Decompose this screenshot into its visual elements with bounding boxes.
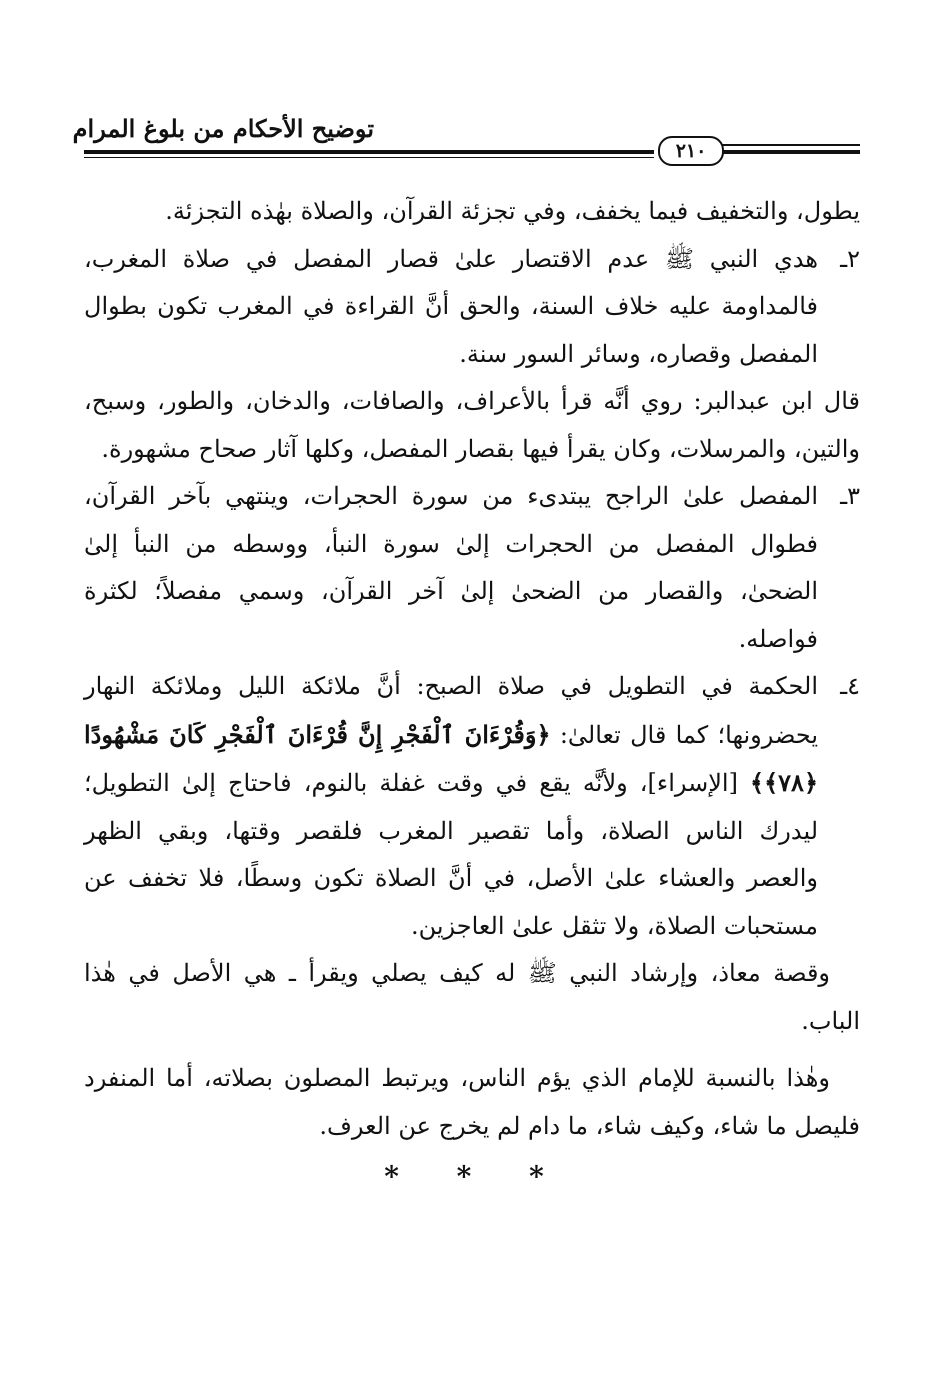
- header-rule-thick: [84, 150, 654, 154]
- header-rule-right-thick: [720, 150, 860, 154]
- page-number: ٢١٠: [658, 136, 724, 166]
- quran-verse: ﴿وَقُرْءَانَ ٱلْفَجْرِ إِنَّ قُرْءَانَ ٱلْفَجْرِ كَانَ مَشْهُودًا ﴿٧٨﴾﴾: [84, 719, 818, 797]
- item-number: ٢ـ: [840, 244, 860, 273]
- header-rule-right-thin: [720, 144, 860, 146]
- item-text: [84, 663, 818, 950]
- item-text: المفصل علىٰ الراجح يبتدىء من سورة الحجرات، وينتهي بآخر القرآن، فطوال المفصل من الحجرات إلىٰ سورة النبأ، ووسطه من النبأ إلىٰ الضحىٰ، والقصار من الضحىٰ إلىٰ آخر القرآن، وسمي مفصلاً؛ لكثرة فواصله.: [84, 482, 818, 653]
- book-title: توضيح الأحكام من بلوغ المرام: [72, 114, 374, 143]
- page-header: [72, 108, 860, 168]
- ibn-abdulbarr-paragraph: قال ابن عبدالبر: روي أنَّه قرأ بالأعراف، والصافات، والدخان، والطور، وسبح، والتين، والمرسلات، وكان يقرأ فيها بقصار المفصل، وكلها آثار صحاح مشهورة.: [84, 387, 860, 463]
- list-item-3: [84, 473, 860, 663]
- list-item-4: [84, 663, 860, 950]
- item-text: هدي النبي ﷺ عدم الاقتصار علىٰ قصار المفصل في صلاة المغرب، فالمداومة عليه خلاف السنة، والحق أنَّ القراءة في المغرب تكون بطوال المفصل وقصاره، وسائر السور سنة.: [84, 244, 818, 368]
- intro-paragraph: يطول، والتخفيف فيما يخفف، وفي تجزئة القرآن، والصلاة بهٰذه التجزئة.: [165, 197, 860, 225]
- item-number: ٣ـ: [840, 482, 860, 510]
- page-body: [84, 188, 860, 1150]
- muadh-paragraph: وقصة معاذ، وإرشاد النبي ﷺ له كيف يصلي ويقرأ ـ هي الأصل في هٰذا الباب.: [84, 959, 860, 1035]
- section-separator: * * *: [384, 1160, 568, 1193]
- item-text-part-b: [الإسراء]، ولأنَّه يقع في وقت غفلة بالنوم، فاحتاج إلىٰ التطويل؛ ليدرك الناس الصلاة، وأما تقصير المغرب فلقصر وقتها، وبقي الظهر والعصر والعشاء علىٰ الأصل، في أنَّ الصلاة تكون وسطًا، فلا تخفف عن مستحبات الصلاة، ولا تثقل علىٰ العاجزين.: [84, 769, 818, 940]
- header-rule-thin: [84, 157, 654, 158]
- final-paragraph: وهٰذا بالنسبة للإمام الذي يؤم الناس، ويرتبط المصلون بصلاته، أما المنفرد فليصل ما شاء، وكيف شاء، ما دام لم يخرج عن العرف.: [84, 1064, 860, 1140]
- item-number: ٤ـ: [840, 672, 860, 700]
- item-text-part-a: الحكمة في التطويل في صلاة الصبح: أنَّ ملائكة الليل وملائكة النهار يحضرونها؛ كما قال تعالىٰ:: [84, 672, 818, 749]
- list-item-2: [84, 236, 860, 379]
